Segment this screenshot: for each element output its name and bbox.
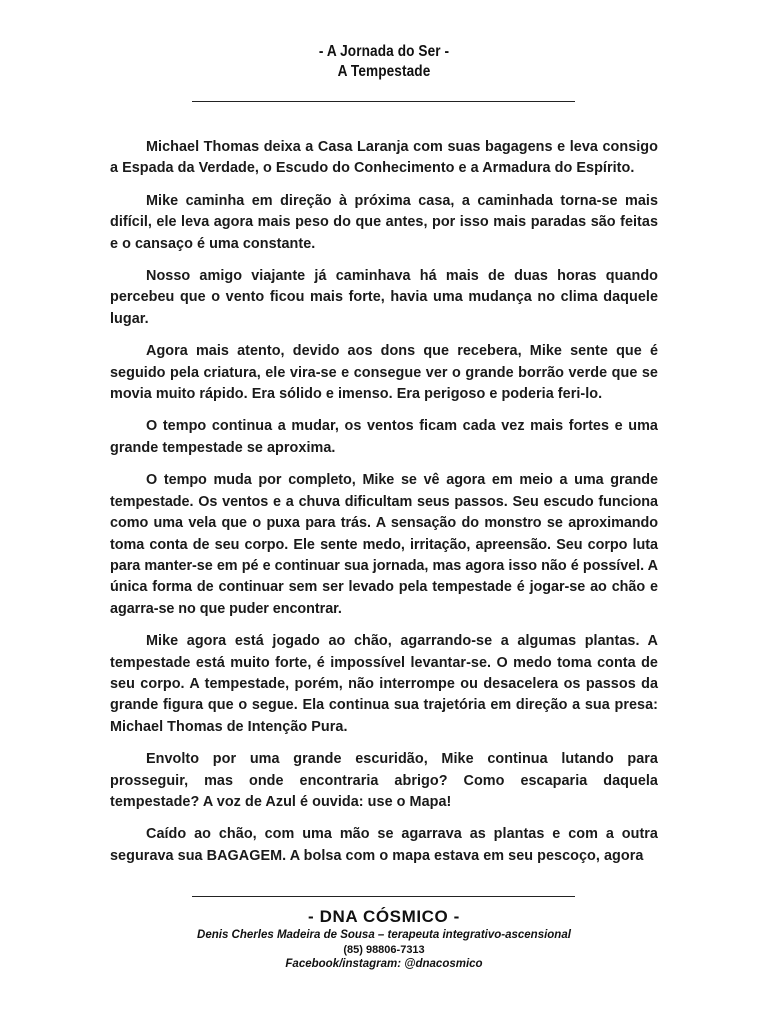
paragraph-4: Agora mais atento, devido aos dons que recebera, Mike sente que é seguido pela criatura, ele vira-se e consegue ver o grande borrão verde que se movia muito rápido. Era sólido e imenso. Era perigoso e poderia feri-lo. [110, 343, 658, 403]
footer-brand: - DNA CÓSMICO - [308, 907, 460, 926]
paragraph-9: Caído ao chão, com uma mão se agarrava as plantas e com a outra segurava sua BAGAGEM. A bolsa com o mapa estava em seu pescoço, agora [110, 826, 658, 864]
chapter-title: A Tempestade [337, 63, 431, 80]
document-body [110, 137, 658, 878]
header-divider [192, 101, 575, 102]
footer-divider [192, 896, 575, 897]
footer-author: Denis Cherles Madeira de Sousa – terapeuta integrativo-ascensional [197, 929, 571, 941]
paragraph-1: Michael Thomas deixa a Casa Laranja com suas bagagens e leva consigo a Espada da Verdade, o Escudo do Conhecimento e a Armadura do Espírito. [110, 139, 658, 177]
footer-phone: (85) 98806-7313 [343, 943, 425, 956]
page-header [0, 42, 768, 82]
paragraph-5: O tempo continua a mudar, os ventos ficam cada vez mais fortes e uma grande tempestade se aproxima. [110, 418, 658, 456]
page-title: - A Jornada do Ser - [318, 43, 450, 60]
paragraph-3: Nosso amigo viajante já caminhava há mais de duas horas quando percebeu que o vento ficou mais forte, havia uma mudança no clima daquele lugar. [110, 268, 658, 327]
page-footer [0, 906, 768, 972]
footer-social: Facebook/instagram: @dnacosmico [285, 958, 483, 970]
paragraph-7: Mike agora está jogado ao chão, agarrando-se a algumas plantas. A tempestade está muito forte, é impossível levantar-se. O medo toma conta de seu corpo. A tempestade, porém, não interrompe ou desacelera os passos da grande figura que o segue. Ela continua sua trajetória em direção a sua presa: Michael Thomas de Intenção Pura. [110, 633, 658, 735]
paragraph-2: Mike caminha em direção à próxima casa, a caminhada torna-se mais difícil, ele leva agora mais peso do que antes, por isso mais paradas são feitas e o cansaço é uma constante. [110, 192, 658, 252]
paragraph-6: O tempo muda por completo, Mike se vê agora em meio a uma grande tempestade. Os ventos e a chuva dificultam seus passos. Seu escudo funciona como uma vela que o puxa para trás. A sensação do monstro se aproximando toma conta de seu corpo. Ele sente medo, irritação, apreensão. Seu corpo luta para manter-se em pé e continuar sua jornada, mas agora isso não é possível. A única forma de continuar sem ser levado pela tempestade é jogar-se ao chão e agarra-se no que puder encontrar. [110, 472, 658, 617]
paragraph-8: Envolto por uma grande escuridão, Mike continua lutando para prosseguir, mas onde encontraria abrigo? Como escaparia daquela tempestade? A voz de Azul é ouvida: use o Mapa! [110, 751, 658, 810]
